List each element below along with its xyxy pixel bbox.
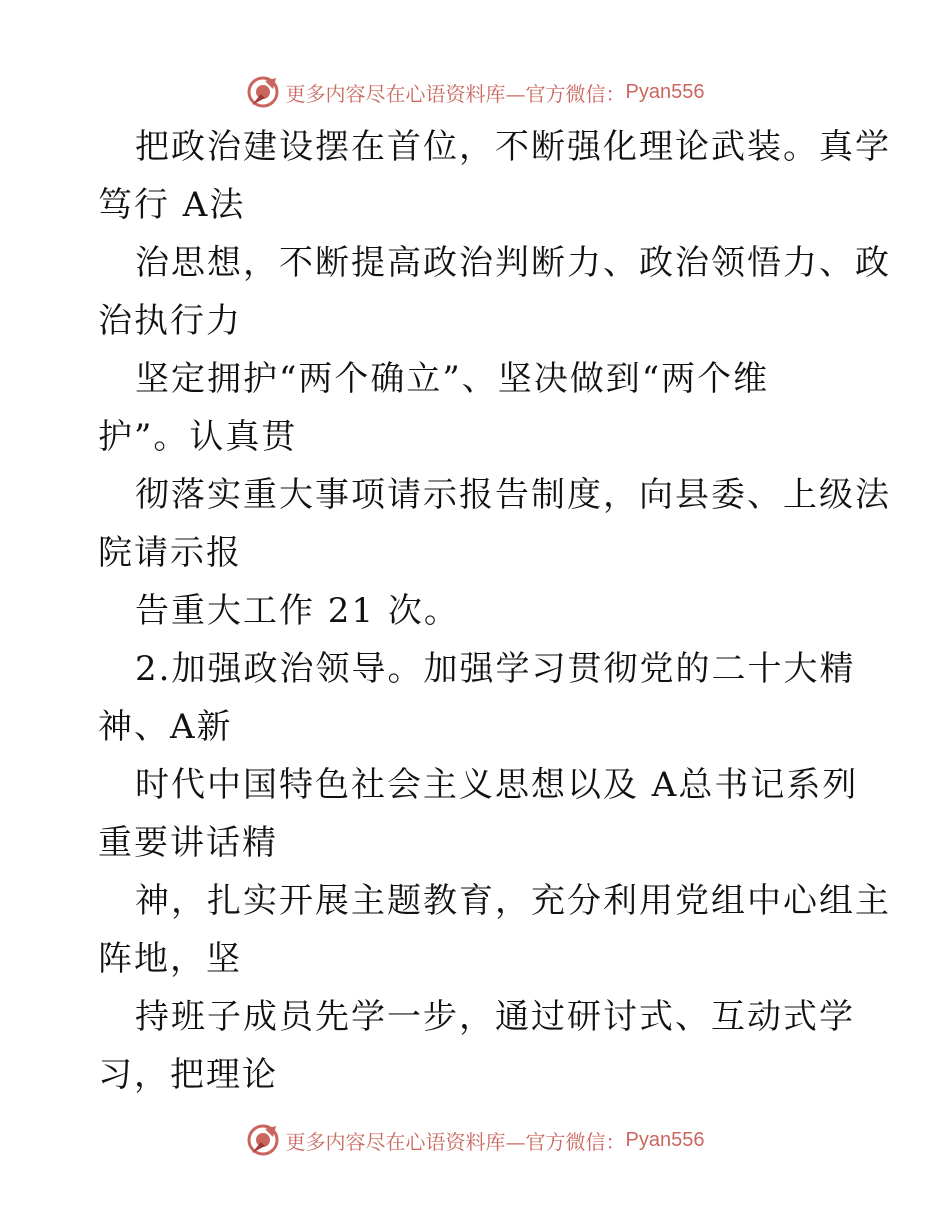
header-watermark: [0, 72, 950, 112]
text-line: 神、A新: [98, 707, 233, 747]
watermark-text: 更多内容尽在心语资料库—官方微信：: [285, 1129, 626, 1154]
text-line: 坚定拥护“两个确立”、坚决做到“两个维: [135, 359, 770, 399]
text-line: 告重大工作 21 次。: [135, 591, 460, 631]
watermark-contact: Pyan556: [625, 1128, 705, 1151]
text-line: 笃行 A法: [98, 185, 246, 225]
text-line: 彻落实重大事项请示报告制度，向县委、上级法: [135, 475, 891, 515]
text-line: 把政治建设摆在首位，不断强化理论武装。真学: [135, 127, 891, 167]
text-line: 时代中国特色社会主义思想以及 A总书记系列: [135, 765, 859, 805]
pen-nib-icon: [246, 1123, 280, 1157]
text-line: 治执行力: [98, 301, 242, 341]
footer-watermark: [0, 1120, 950, 1160]
watermark-text: 更多内容尽在心语资料库—官方微信：: [285, 81, 626, 106]
text-line: 护”。认真贯: [98, 417, 298, 457]
document-body: [0, 118, 950, 1104]
text-line: 习，把理论: [98, 1055, 278, 1095]
text-line: 院请示报: [98, 533, 242, 573]
text-line: 阵地，坚: [98, 939, 242, 979]
text-line: 重要讲话精: [98, 823, 278, 863]
text-line: 持班子成员先学一步，通过研讨式、互动式学: [135, 997, 855, 1037]
text-line: 2.加强政治领导。加强学习贯彻党的二十大精: [135, 649, 856, 689]
watermark-contact: Pyan556: [625, 80, 705, 103]
text-line: 治思想，不断提高政治判断力、政治领悟力、政: [135, 243, 891, 283]
pen-nib-icon: [246, 75, 280, 109]
text-line: 神，扎实开展主题教育，充分利用党组中心组主: [135, 881, 891, 921]
